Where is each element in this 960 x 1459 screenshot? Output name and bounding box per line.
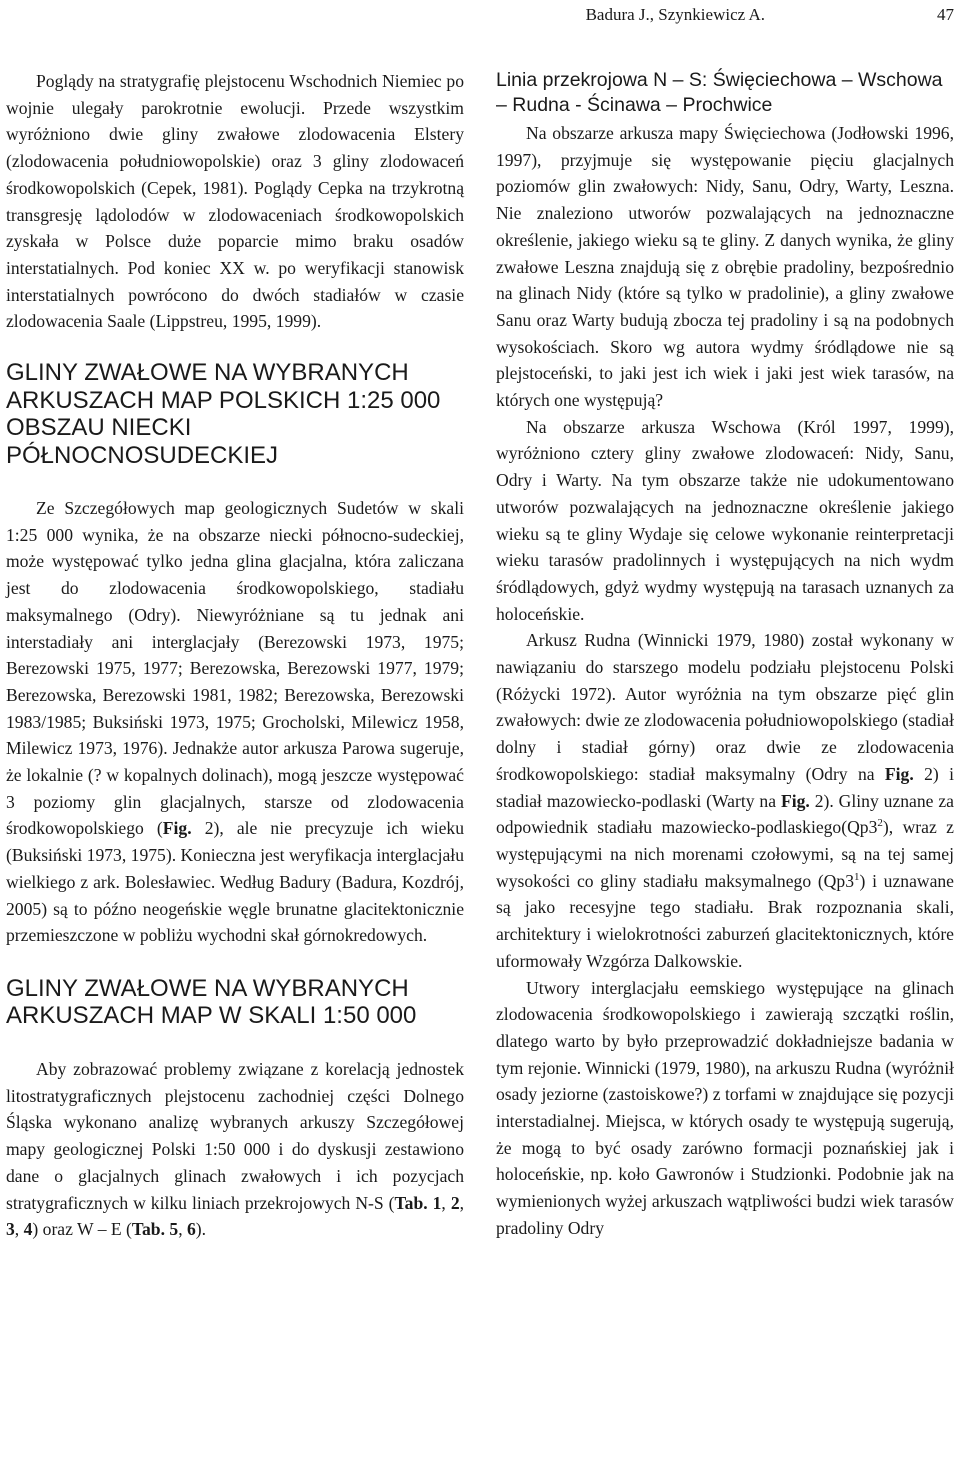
subsection-heading-cross-section: Linia przekrojowa N – S: Święciechowa – Wschowa – Rudna - Ścinawa – Prochwice bbox=[496, 69, 943, 116]
section-heading-1-25000: GLINY ZWAŁOWE NA WYBRANYCH ARKUSZACH MAP POLSKICH 1:25 000 OBSZAU NIECKI PÓŁNOCNOSUDECKIEJ bbox=[6, 359, 441, 469]
paragraph-1-25000: Ze Szczegółowych map geologicznych Sudetów w skali 1:25 000 wynika, że na obszarze niecki północno-sudeckiej, może występować tylko jedna glina glacjalna, która zaliczana jest do zlodowacenia środkowopolskiego, stadiału maksymalnego (Odry). Niewyróżniane są tu jednak ani interstadiały ani interglacjały (Berezowski 1973, 1975; Berezowski 1975, 1977; Berezowska, Berezowski 1977, 1979; Berezowska, Berezowski 1981, 1982; Berezowska, Berezowski 1983/1985; Buksiński 1973, 1975; Grocholski, Milewicz 1958, Milewicz 1973, 1976). Jednakże autor arkusza Parowa sugeruje, że lokalnie (? w kopalnych dolinach), mogą jeszcze występować 3 poziomy glin glacjalnych, starsze od zlodowacenia środkowopolskiego (Fig. 2), ale nie precyzuje ich wieku (Buksiński 1973, 1975). Konieczna jest weryfikacja interglacjału wielkiego z ark. Bolesławiec. Według Badury (Badura, Kozdrój, 2005) są to późno neogeńskie węgle brunatne glacitektonicznie przemieszczone w pobliżu wychodni skał górnokredowych. bbox=[6, 498, 465, 946]
right-column bbox=[496, 68, 954, 1242]
section-heading-1-50000: GLINY ZWAŁOWE NA WYBRANYCH ARKUSZACH MAP W SKALI 1:50 000 bbox=[6, 974, 417, 1030]
paragraph-wschowa: Na obszarze arkusza Wschowa (Król 1997, 1999), wyróżniono cztery gliny zwałowe zlodowaceń: Nidy, Sanu, Odry i Warty. Na tym obszarze także nie udokumentowano utworów pozwalających na jednoznaczne określenie jakiego wieku są te gliny Wydaje się celowe wykonanie reinterpretacji wieku tarasów pradolinnych i występujących na nich wydm śródlądowych, gdyż wydmy występują na tarasach uznanych za holoceńskie. bbox=[496, 416, 954, 624]
running-title: Badura J., Szynkiewicz A. bbox=[585, 5, 765, 24]
intro-paragraph: Poglądy na stratygrafię plejstocenu Wschodnich Niemiec po wojnie ulegały parokrotnie ewolucji. Przede wszystkim wyróżniono dwie gliny zwałowe zlodowacenia Elstery (zlodowacenia południowopolskie) oraz 3 gliny zlodowaceń środkowopolskich (Cepek, 1981). Poglądy Cepka na trzykrotną transgresję lądolodów w zlodowaceniach środkowopolskich zyskała w Polsce duże poparcie mimo braku osadów interstatialnych. Pod koniec XX w. po weryfikacji stanowisk interstatialnych powrócono do dwóch stadiałów w czasie zlodowacenia Saale (Lippstreu, 1995, 1999). bbox=[6, 71, 464, 332]
left-column bbox=[6, 68, 464, 1243]
paragraph-eemian: Utwory interglacjału eemskiego występujące na glinach zlodowacenia środkowopolskiego i zawierają szczątki roślin, dlatego warto by było przeprowadzić dokładniejsze badania w tym rejonie. Winnicki (1979, 1980), na arkuszu Rudna (wyróżnił osady jeziorne (zastoiskowe?) z torfami w znajdujące się pozycji interstadialnej. Miejsca, w których osady te występują sugerują, że mogą to być osady zarówno formacji poznańskiej jak i holoceńskie, np. koło Gawronów i Studzionki. Podobnie jak na wymienionych wyżej arkuszach wątpliwości budzi wiek tarasów pradoliny Odry bbox=[496, 977, 954, 1238]
page-number: 47 bbox=[937, 5, 954, 24]
paragraph-1-50000: Aby zobrazować problemy związane z korelacją jednostek litostratygraficznych plejstocenu zachodniej części Dolnego Śląska wykonano analizę wybranych arkuszy Szczegółowej mapy geologicznej Polski 1:50 000 i do dyskusji zestawiono dane o glacjalnych glinach zwałowych i ich pozycjach stratygraficznych w kilku liniach przekrojowych N-S (Tab. 1, 2, 3, 4) oraz W – E (Tab. 5, 6). bbox=[6, 1058, 465, 1240]
page-header bbox=[0, 0, 960, 28]
paragraph-rudna: Arkusz Rudna (Winnicki 1979, 1980) został wykonany w nawiązaniu do starszego modelu podziału plejstocenu Polski (Różycki 1972). Autor wyróżnia na tym obszarze pięć glin zwałowych: dwie ze zlodowacenia południowopolskiego (stadiał dolny i stadiał górny) oraz dwie ze zlodowacenia środkowopolskiego: stadiał maksymalny (Odry na Fig. 2) i stadiał mazowiecko-podlaski (Warty na Fig. 2). Gliny uznane za odpowiednik stadiału mazowiecko-$podlaskiego(Qp3^2)$, wraz z występującymi na nich morenami czołowymi, są na tej samej wysokości co gliny stadiału maksymalnego $(Qp3^1)$ i uznawane są jako recesyjne tego stadiału. Brak rozpoznania skali, architektury i wielokrotności zaburzeń glacitektonicznych, które uformowały Wzgórza Dalkowskie. bbox=[496, 630, 954, 971]
paragraph-swieciechowa: Na obszarze arkusza mapy Święciechowa (Jodłowski 1996, 1997), przyjmuje się występowanie pięciu glacjalnych poziomów glin zwałowych: Nidy, Sanu, Odry, Warty, Leszna. Nie znaleziono utworów pozwalających na jednoznaczne określenie, jakiego wieku są te gliny. Z danych wynika, że gliny zwałowe Leszna znajdują się z obrębie pradoliny, bezpośrednio na glinach Nidy (które są tylko w pradolinie), a gliny zwałowe Sanu oraz Warty budują zbocza tej pradoliny i są na podobnych wysokościach. Skoro wg autora wydmy śródlądowe nie są plejstoceński, to jaki jest ich wiek i jaki jest wiek tarasów, na których one występują? bbox=[496, 123, 954, 411]
